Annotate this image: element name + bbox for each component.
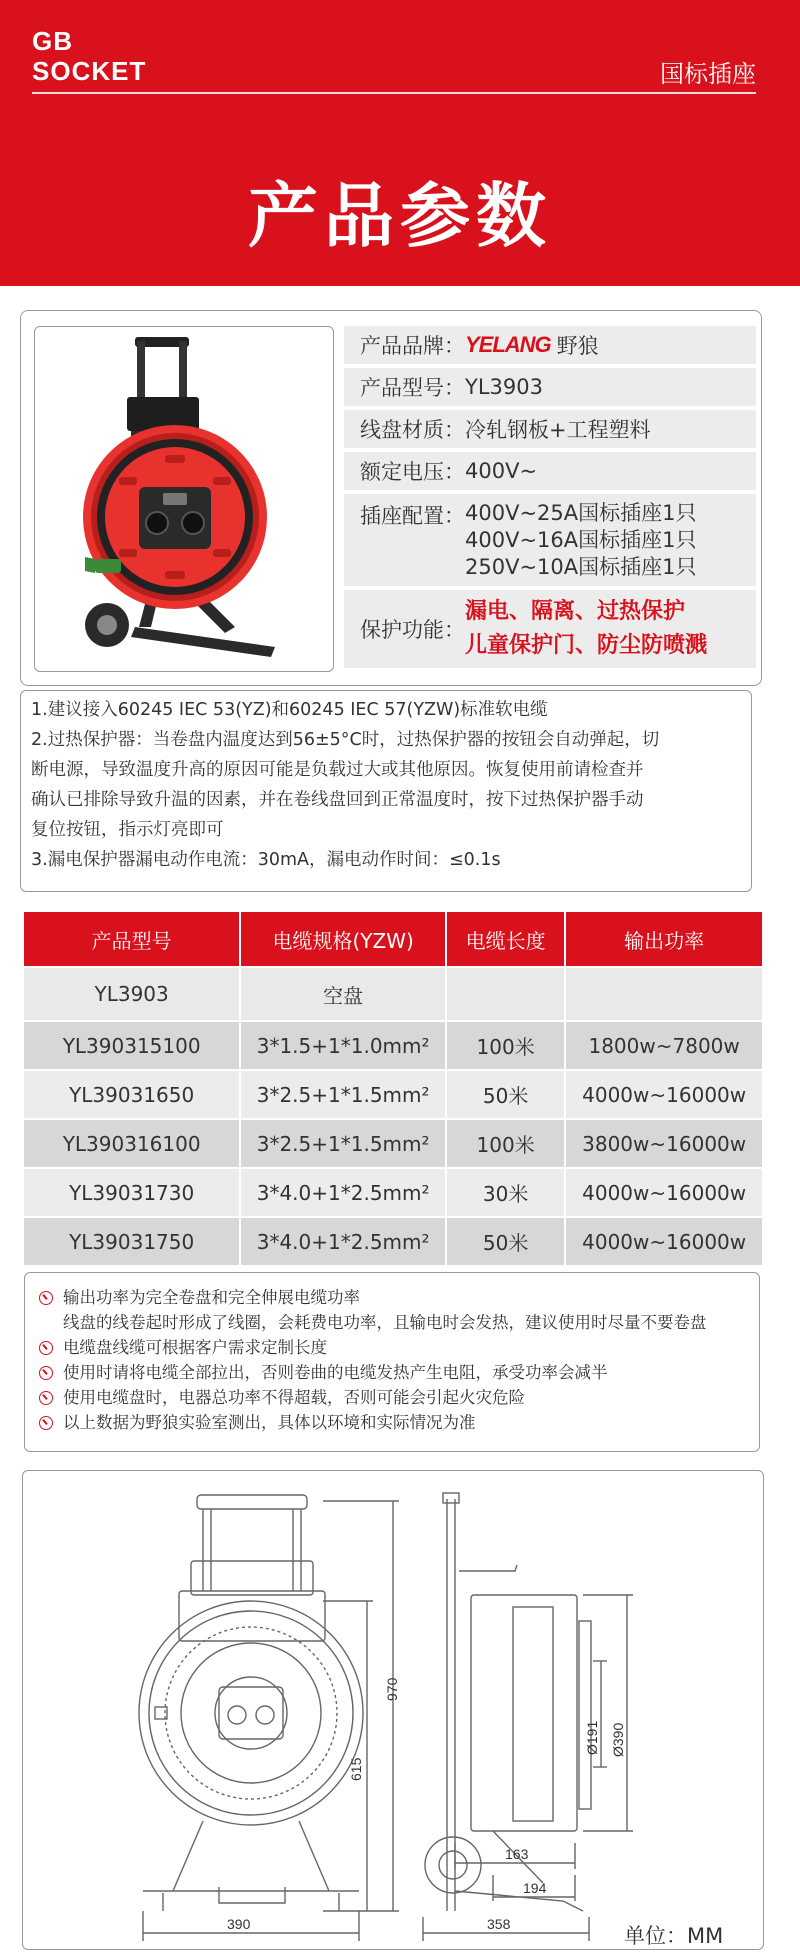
spec-protect-values xyxy=(465,595,707,663)
power-note-text: 以上数据为野狼实验室测出，具体以环境和实际情况为准 xyxy=(63,1413,476,1432)
header-banner xyxy=(0,0,800,286)
cell: 4000w~16000w xyxy=(566,1218,762,1265)
brand-line1: GB xyxy=(32,26,73,56)
spec-model-row xyxy=(344,368,756,406)
cell: YL39031650 xyxy=(24,1071,239,1118)
power-note xyxy=(39,1360,745,1385)
cell: 4000w~16000w xyxy=(566,1169,762,1216)
note-line: 复位按钮，指示灯亮即可 xyxy=(31,820,224,840)
cell: 50米 xyxy=(447,1218,564,1265)
socket-value-2: 400V~16A国标插座1只 xyxy=(465,528,697,552)
dim-358: 358 xyxy=(487,1916,511,1932)
cell: 30米 xyxy=(447,1169,564,1216)
power-note-text: 线盘的线卷起时形成了线圈，会耗费电功率，且输电时会发热，建议使用时尽量不要卷盘 xyxy=(63,1313,707,1332)
spec-socket-row xyxy=(344,494,756,586)
cell: 3*1.5+1*1.0mm² xyxy=(241,1022,445,1069)
cell: YL3903 xyxy=(24,968,239,1020)
note-line: 3.漏电保护器漏电动作电流：30mA，漏电动作时间：≤0.1s xyxy=(31,850,501,870)
header-tag: 国标插座 xyxy=(660,60,756,88)
model-table xyxy=(22,910,764,1267)
table-row xyxy=(24,968,762,1020)
cell xyxy=(566,968,762,1020)
header-divider xyxy=(32,92,756,94)
cell: 1800w~7800w xyxy=(566,1022,762,1069)
power-note-text: 使用电缆盘时，电器总功率不得超载，否则可能会引起火灾危险 xyxy=(63,1388,525,1407)
technical-drawing xyxy=(23,1471,763,1949)
cell xyxy=(447,968,564,1020)
cell: 3*4.0+1*2.5mm² xyxy=(241,1169,445,1216)
cell: 3*2.5+1*1.5mm² xyxy=(241,1120,445,1167)
table-row xyxy=(24,1120,762,1167)
dim-390: 390 xyxy=(227,1916,251,1932)
cell: YL390315100 xyxy=(24,1022,239,1069)
socket-value-3: 250V~10A国标插座1只 xyxy=(465,555,697,579)
spec-socket-label: 插座配置： xyxy=(360,504,465,528)
warning-icon xyxy=(39,1341,53,1355)
col-header: 电缆规格(YZW) xyxy=(241,912,445,966)
cell: 50米 xyxy=(447,1071,564,1118)
cell: 3800w~16000w xyxy=(566,1120,762,1167)
spec-material-label: 线盘材质： xyxy=(360,418,465,442)
cell: YL39031730 xyxy=(24,1169,239,1216)
gb-socket-logo xyxy=(32,26,146,86)
cell: YL390316100 xyxy=(24,1120,239,1167)
power-notes xyxy=(24,1272,760,1452)
warning-icon xyxy=(39,1366,53,1380)
spec-material-row xyxy=(344,410,756,448)
table-row xyxy=(24,1071,762,1118)
table-header-row xyxy=(24,912,762,966)
dimension-drawing xyxy=(22,1470,764,1950)
table-row xyxy=(24,1218,762,1265)
socket-value-1: 400V~25A国标插座1只 xyxy=(465,501,697,525)
cell: YL39031750 xyxy=(24,1218,239,1265)
product-photo xyxy=(34,326,334,672)
usage-notes xyxy=(20,690,752,892)
warning-icon xyxy=(39,1391,53,1405)
dim-970: 970 xyxy=(384,1677,400,1701)
dim-163: 163 xyxy=(505,1846,529,1862)
power-note xyxy=(39,1285,745,1310)
spec-voltage-row xyxy=(344,452,756,490)
brand-line2: SOCKET xyxy=(32,56,147,86)
cell: 3*4.0+1*2.5mm² xyxy=(241,1218,445,1265)
col-header: 产品型号 xyxy=(24,912,239,966)
power-note-text: 电缆盘线缆可根据客户需求定制长度 xyxy=(63,1338,327,1357)
dim-615: 615 xyxy=(348,1757,364,1781)
spec-socket-values xyxy=(465,500,697,581)
power-note xyxy=(39,1310,745,1335)
spec-model-label: 产品型号： xyxy=(360,376,465,400)
note-line: 确认已排除导致升温的因素，并在卷线盘回到正常温度时，按下过热保护器手动 xyxy=(31,790,644,810)
spec-protect-label: 保护功能： xyxy=(360,618,465,642)
note-line: 1.建议接入60245 IEC 53(YZ)和60245 IEC 57(YZW)标准软电缆 xyxy=(31,700,548,720)
spec-material-value: 冷轧钢板+工程塑料 xyxy=(465,418,651,442)
unit-label: 单位：MM xyxy=(624,1924,724,1948)
spec-brand-value: 野狼 xyxy=(556,334,599,358)
cell: 100米 xyxy=(447,1120,564,1167)
power-note-text: 使用时请将电缆全部拉出，否则卷曲的电缆发热产生电阻，承受功率会减半 xyxy=(63,1363,608,1382)
warning-icon xyxy=(39,1416,53,1430)
power-note-text: 输出功率为完全卷盘和完全伸展电缆功率 xyxy=(63,1288,360,1307)
table-row xyxy=(24,1022,762,1069)
col-header: 电缆长度 xyxy=(447,912,564,966)
col-header: 输出功率 xyxy=(566,912,762,966)
spec-model-value: YL3903 xyxy=(465,375,543,399)
dim-d390: Ø390 xyxy=(610,1722,626,1757)
spec-protect-row xyxy=(344,590,756,668)
dim-d191: Ø191 xyxy=(584,1720,600,1755)
dim-194: 194 xyxy=(523,1880,547,1896)
cell: 空盘 xyxy=(241,968,445,1020)
cell: 3*2.5+1*1.5mm² xyxy=(241,1071,445,1118)
page-title: 产品参数 xyxy=(248,175,552,257)
yelang-logo: YELANG xyxy=(465,332,551,357)
cable-reel-image xyxy=(35,327,333,671)
protect-value-1: 漏电、隔离、过热保护 xyxy=(465,599,686,624)
spec-voltage-value: 400V~ xyxy=(465,459,538,483)
spec-brand-row xyxy=(344,326,756,364)
power-note xyxy=(39,1385,745,1410)
spec-voltage-label: 额定电压： xyxy=(360,460,465,484)
warning-icon xyxy=(39,1291,53,1305)
protect-value-2: 儿童保护门、防尘防喷溅 xyxy=(465,633,708,658)
table-row xyxy=(24,1169,762,1216)
power-note xyxy=(39,1410,745,1435)
power-note xyxy=(39,1335,745,1360)
spec-brand-label: 产品品牌： xyxy=(360,334,465,358)
cell: 100米 xyxy=(447,1022,564,1069)
note-line: 断电源，导致温度升高的原因可能是负载过大或其他原因。恢复使用前请检查并 xyxy=(31,760,644,780)
note-line: 2.过热保护器：当卷盘内温度达到56±5°C时，过热保护器的按钮会自动弹起，切 xyxy=(31,730,660,750)
cell: 4000w~16000w xyxy=(566,1071,762,1118)
